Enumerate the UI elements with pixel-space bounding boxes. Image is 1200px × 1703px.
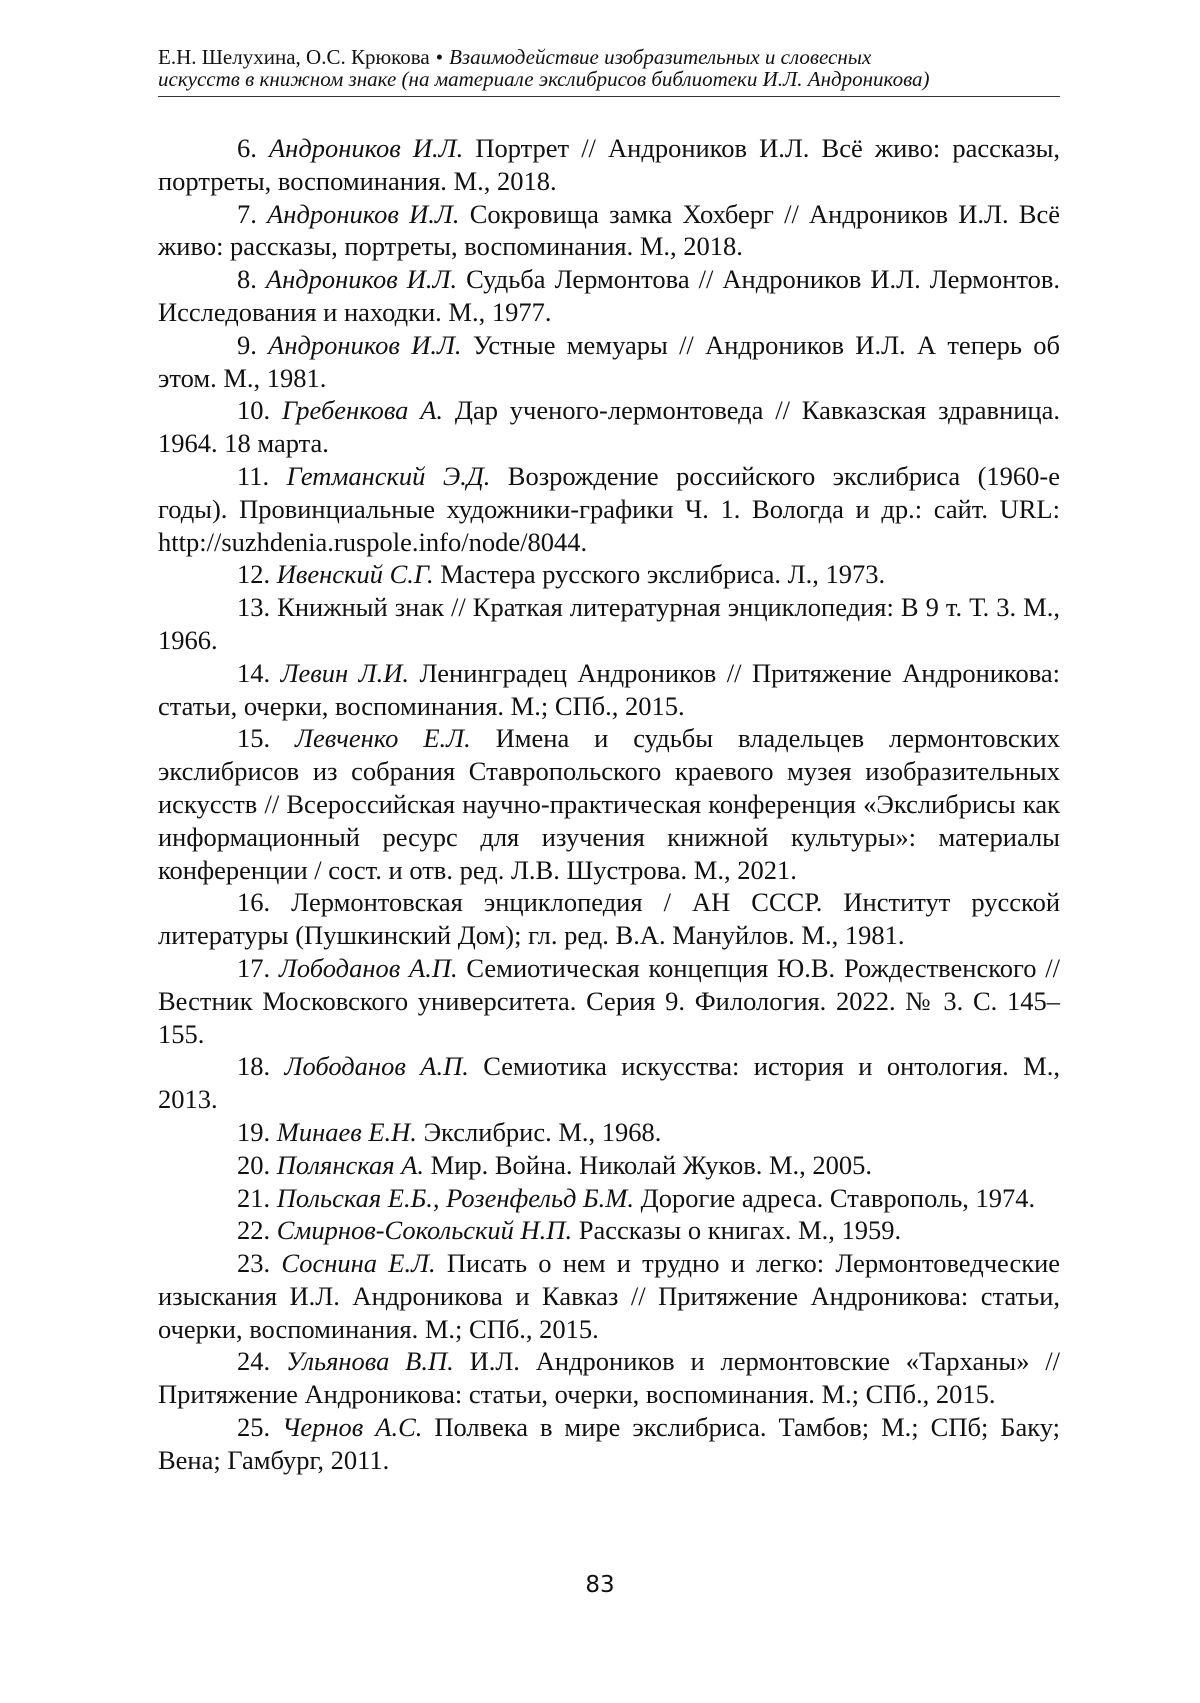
reference-number: 7. [237,198,257,229]
header-title-line-2: искусств в книжном знаке (на материале экслибрисов библиотеки И.Л. Андроникова) [158,67,930,91]
reference-author: Ульянова В.П. [285,1346,454,1377]
reference-item [158,460,1060,558]
reference-author: Минаев Е.Н. [276,1116,417,1147]
reference-author: Андроников И.Л. [268,133,464,163]
reference-item [158,132,1060,198]
reference-text: Экслибрис. М., 1968. [423,1116,662,1147]
reference-text: Мастера русского экслибриса. Л., 1973. [440,559,886,590]
reference-author: Андроников И.Л. [267,198,460,229]
reference-number: 19. [237,1116,271,1147]
reference-text: Писать о нем и трудно и легко: Лермонтоведческие изыскания И.Л. Андроникова и Кавказ // Притяжение Андроникова: статьи, очерки, воспоминания. М.; СПб., 2015. [158,1248,1061,1344]
reference-text: И.Л. Андроников и лермонтовские «Тарханы» // Притяжение Андроникова: статьи, очерки, воспоминания. М.; СПб., 2015. [158,1346,1060,1410]
reference-item [158,329,1060,395]
reference-number: 12. [237,559,271,590]
reference-number: 8. [237,264,257,295]
reference-author: Гетманский Э.Д. [286,460,491,491]
reference-author: Лободанов А.П. [278,952,458,983]
reference-author: Полянская А. [276,1149,425,1180]
reference-number: 22. [237,1215,271,1246]
header-separator: • [435,45,444,69]
reference-text: Мир. Война. Николай Жуков. М., 2005. [430,1149,873,1180]
reference-item [158,1411,1060,1477]
reference-number: 20. [237,1149,271,1180]
reference-number: 23. [237,1248,271,1279]
header-line-1 [158,46,1060,68]
reference-item [158,1247,1060,1345]
reference-text: Полвека в мире экслибриса. Тамбов; М.; СПб; Баку; Вена; Гамбург, 2011. [158,1412,1061,1475]
reference-text: Ленинградец Андроников // Притяжение Андроникова: статьи, очерки, воспоминания. М.; СПб., 2015. [158,657,1060,721]
reference-author: Гребенкова А. [281,395,444,426]
reference-text: Рассказы о книгах. М., 1959. [578,1215,902,1246]
reference-text: Сокровища замка Хохберг // Андроников И.Л. Всё живо: рассказы, портреты, воспоминания. М., 2018. [158,198,1061,262]
reference-item [158,886,1060,952]
reference-item [158,1182,1060,1215]
reference-number: 10. [237,395,271,426]
reference-text: Устные мемуары // Андроников И.Л. А теперь об этом. М., 1981. [158,329,1060,393]
reference-item [158,198,1060,264]
reference-item [158,558,1060,591]
reference-author: Левченко Е.Л. [295,723,471,754]
reference-text: Дорогие адреса. Ставрополь, 1974. [640,1182,1036,1213]
reference-author: Андроников И.Л. [265,264,458,295]
reference-number: 15. [237,723,271,754]
reference-number: 24. [237,1346,271,1377]
reference-author: Соснина Е.Л. [281,1248,436,1279]
reference-item [158,722,1060,886]
reference-item [158,263,1060,329]
reference-item [158,952,1060,1050]
page-number: 83 [585,1572,615,1598]
reference-number: 14. [237,657,271,688]
reference-item [158,394,1060,460]
reference-author: Андроников И.Л. [268,329,462,360]
reference-author: Смирнов-Сокольский Н.П. [276,1215,573,1246]
reference-author: Польская Е.Б., Розенфельд Б.М. [276,1182,634,1213]
reference-text: Семиотика искусства: история и онтология. М., 2013. [158,1051,1060,1115]
reference-number: 16. [237,887,271,918]
reference-item [158,657,1060,723]
reference-text: Лермонтовская энциклопедия / АН СССР. Институт русской литературы (Пушкинский Дом); гл. ред. В.А. Мануйлов. М., 1981. [158,887,1060,951]
reference-text: Имена и судьбы владельцев лермонтовских экслибрисов из собрания Ставропольского краевого музея изобразительных искусств // Всероссийская научно-практическая конференция «Экслибрисы как информационный ресурс для изучения книжной культуры»: материалы конференции / сост. и отв. ред. Л.В. Шустрова. М., 2021. [158,723,1060,885]
reference-number: 21. [237,1182,271,1213]
reference-text: Книжный знак // Краткая литературная энциклопедия: В 9 т. Т. 3. М., 1966. [158,592,1060,655]
reference-item [158,1116,1060,1149]
header-line-2 [158,68,1060,90]
reference-number: 13. [237,592,271,623]
reference-author: Ивенский С.Г. [276,559,434,590]
reference-number: 25. [237,1412,271,1443]
reference-item [158,1214,1060,1247]
reference-text: Семиотическая концепция Ю.В. Рождественского // Вестник Московского университета. Серия 9. Филология. 2022. № 3. С. 145–155. [158,952,1061,1049]
reference-item [158,1050,1060,1116]
reference-author: Левин Л.И. [280,657,410,688]
reference-number: 11. [237,460,270,491]
header-authors: Е.Н. Шелухина, О.С. Крюкова [158,45,430,69]
header-title-line-1: Взаимодействие изобразительных и словесных [449,45,872,69]
reference-number: 17. [237,952,271,983]
reference-number: 18. [237,1051,271,1082]
reference-number: 6. [237,133,257,163]
reference-author: Лободанов А.П. [284,1051,469,1082]
reference-text: Возрождение российского экслибриса (1960-е годы). Провинциальные художники-графики Ч. 1. Вологда и др.: сайт. URL: http://suzhdenia.ruspole.info/node/8044. [158,460,1061,557]
running-header [158,46,1060,97]
reference-text: Дар ученого-лермонтоведа // Кавказская здравница. 1964. 18 марта. [158,395,1060,459]
reference-text: Судьба Лермонтова // Андроников И.Л. Лермонтов. Исследования и находки. М., 1977. [158,264,1061,327]
reference-item [158,1149,1060,1182]
reference-item [158,591,1060,657]
reference-list [158,132,1060,1477]
reference-author: Чернов А.С. [282,1412,423,1443]
reference-number: 9. [237,329,257,360]
reference-item [158,1345,1060,1411]
reference-text: Портрет // Андроников И.Л. Всё живо: рассказы, портреты, воспоминания. М., 2018. [158,133,1061,196]
